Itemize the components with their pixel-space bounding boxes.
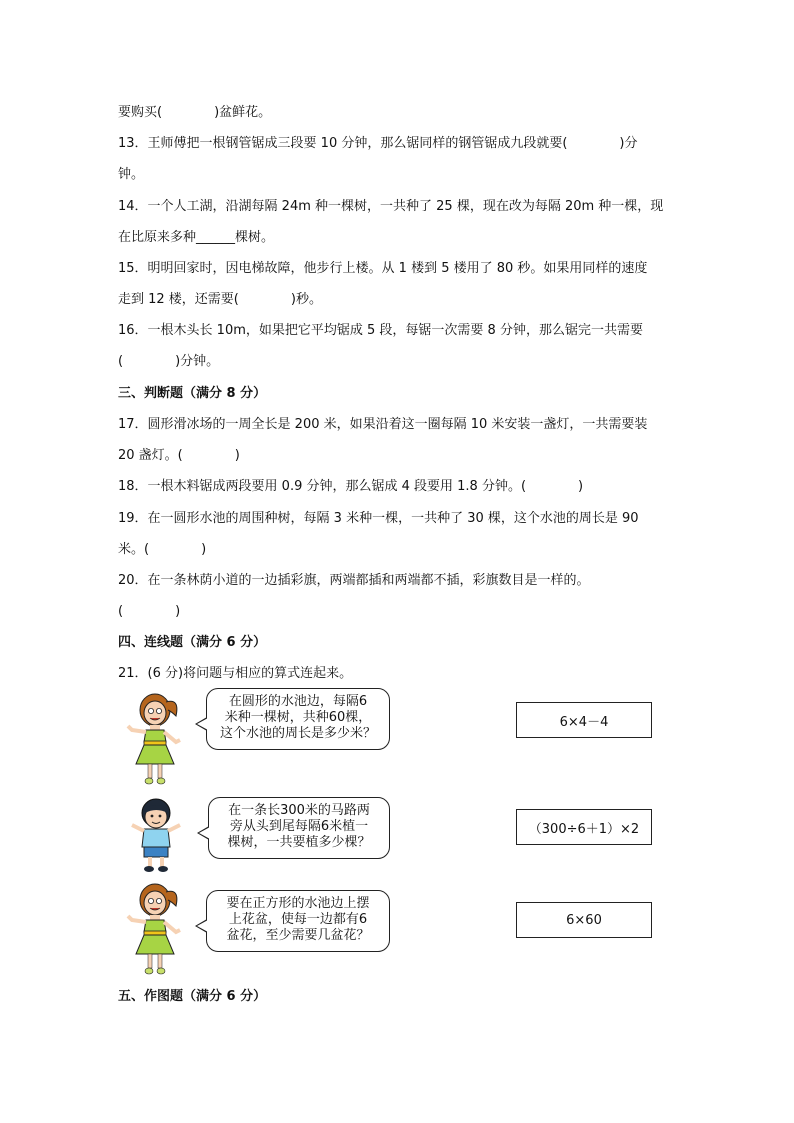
section-heading-judge: 三、判断题（满分 8 分）: [118, 386, 267, 401]
question-16-line2: ( )分钟。: [118, 354, 220, 369]
question-14-line2: 在比原来多种______棵树。: [118, 230, 275, 245]
speech-bubble-2: [208, 797, 390, 859]
section-heading-drawing: 五、作图题（满分 6 分）: [118, 989, 267, 1004]
question-15-line1: 15．明明回家时，因电梯故障，他步行上楼。从 1 楼到 5 楼用了 80 秒。如果用同样的速度: [118, 261, 648, 276]
bubble-3-line-3: 盆花，至少需要几盆花？: [226, 928, 370, 943]
boy-illustration: [128, 795, 184, 873]
bubble-tail-inner: [197, 718, 208, 730]
question-19-line1: 19．在一圆形水池的周围种树，每隔 3 米种一棵，一共种了 30 棵，这个水池的周长是 90: [118, 511, 639, 526]
question-21: 21．(6 分)将问题与相应的算式连起来。: [118, 666, 353, 681]
question-17-line2: 20 盏灯。( ): [118, 448, 240, 463]
question-14-line1: 14．一个人工湖，沿湖每隔 24m 种一棵树，一共种了 25 棵，现在改为每隔 20m 种一棵，现: [118, 199, 664, 214]
question-17-line1: 17．圆形滑冰场的一周全长是 200 米，如果沿着这一圈每隔 10 米安装一盏灯，一共需要装: [118, 417, 648, 432]
bubble-2-line-2: 旁从头到尾每隔6米植一: [229, 819, 369, 834]
bubble-2-line-1: 在一条长300米的马路两: [228, 803, 370, 818]
question-20-line1: 20．在一条林荫小道的一边插彩旗，两端都插和两端都不插，彩旗数目是一样的。: [118, 573, 590, 588]
question-16-line1: 16．一根木头长 10m，如果把它平均锯成 5 段，每锯一次需要 8 分钟，那么锯完一共需要: [118, 323, 643, 338]
question-15-line2: 走到 12 楼，还需要( )秒。: [118, 292, 322, 307]
formula-box-2[interactable]: （300÷6＋1）×2: [516, 809, 652, 845]
girl-illustration-1: [126, 690, 184, 786]
formula-box-1[interactable]: 6×4－4: [516, 702, 652, 738]
question-18: 18．一根木料锯成两段要用 0.9 分钟，那么锯成 4 段要用 1.8 分钟。( ): [118, 479, 584, 494]
bubble-tail-inner: [199, 827, 210, 839]
bubble-2-line-3: 棵树，一共要植多少棵？: [227, 835, 371, 850]
bubble-1-line-3: 这个水池的周长是多少米？: [219, 726, 376, 741]
bubble-3-line-1: 要在正方形的水池边上摆: [226, 896, 370, 911]
bubble-tail-inner: [197, 920, 208, 932]
section-heading-matching: 四、连线题（满分 6 分）: [118, 635, 267, 650]
speech-bubble-1: [206, 688, 390, 750]
formula-box-3[interactable]: 6×60: [516, 902, 652, 938]
question-13-line1: 13．王师傅把一根钢管锯成三段要 10 分钟，那么锯同样的钢管锯成九段就要( )分: [118, 136, 638, 151]
speech-bubble-3: [206, 890, 390, 952]
bubble-1-line-1: 在圆形的水池边，每隔6: [228, 694, 368, 709]
text-line-cont-12: 要购买( )盆鲜花。: [118, 105, 272, 120]
question-19-line2: 米。( ): [118, 542, 207, 557]
bubble-1-line-2: 米种一棵树，共种60棵，: [224, 710, 372, 725]
bubble-3-line-2: 上花盆，使每一边都有6: [228, 912, 368, 927]
question-13-line2: 钟。: [118, 167, 145, 182]
question-20-line2: ( ): [118, 604, 181, 619]
girl-illustration-2: [126, 880, 184, 976]
